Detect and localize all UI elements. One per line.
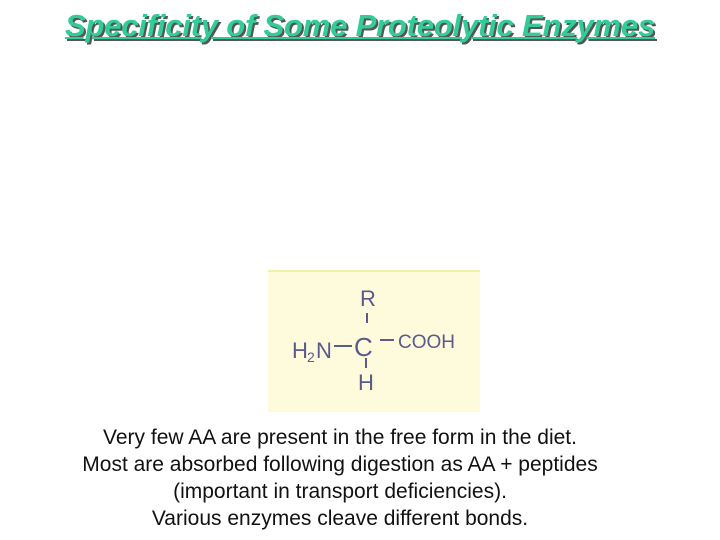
body-line: Very few AA are present in the free form in the diet.	[103, 426, 577, 449]
central-carbon-label: C	[354, 332, 373, 362]
amino-n-label: N	[316, 338, 332, 363]
body-line: Various enzymes cleave different bonds.	[151, 507, 529, 530]
alpha-hydrogen-label: H	[358, 370, 374, 395]
body-text	[0, 424, 680, 532]
amino-h-label: H	[292, 338, 308, 363]
carboxyl-group-label: COOH	[398, 332, 455, 353]
amino-acid-structure-drawing	[268, 272, 480, 412]
amino-subscript-label: 2	[307, 349, 315, 365]
body-line: Most are absorbed following digestion as AA + peptides	[82, 453, 598, 476]
slide-title: Specificity of Some Proteolytic Enzymes	[65, 8, 655, 43]
amino-acid-structure-figure	[268, 270, 480, 412]
r-group-label: R	[360, 286, 376, 311]
body-line: (important in transport deficiencies).	[173, 480, 507, 503]
